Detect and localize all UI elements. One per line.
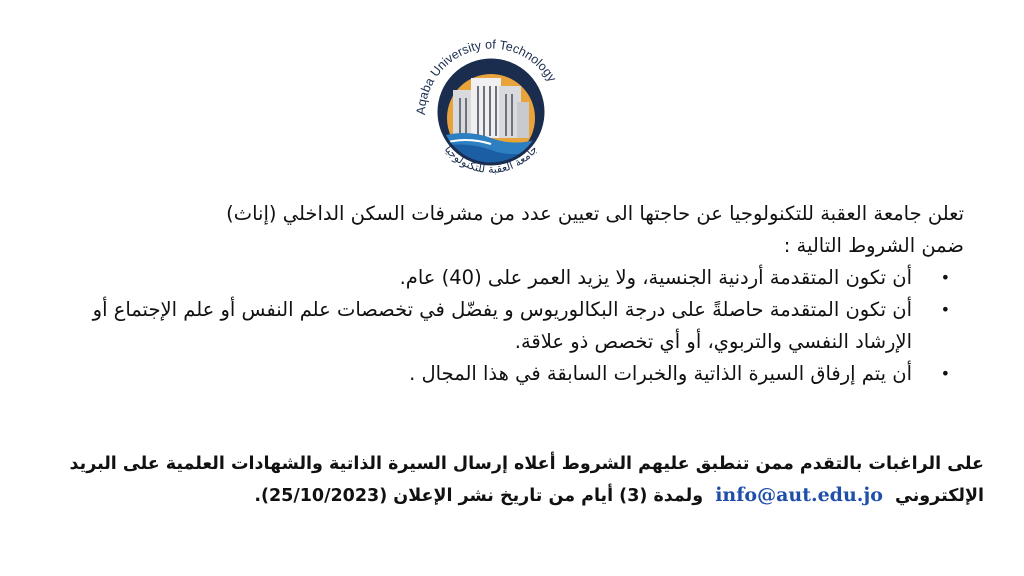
announcement-conditions-heading: ضمن الشروط التالية : [783, 234, 964, 257]
announcement-intro: تعلن جامعة العقبة للتكنولوجيا عن حاجتها الى تعيين عدد من مشرفات السكن الداخلي (إناث) [226, 202, 964, 225]
condition-cv [40, 358, 964, 390]
instructions-line-1: على الراغبات بالتقدم ممن تنطبق عليهم الشروط أعلاه إرسال السيرة الذاتية والشهادات العلمية على البريد [69, 454, 984, 474]
conditions-list [40, 262, 964, 390]
logo-emblem [395, 20, 585, 180]
bullet-icon: • [940, 364, 950, 383]
condition-text: أن تكون المتقدمة حاصلةً على درجة البكالوريوس و يفضّل في تخصصات علم النفس أو علم الإجتماع أو الإرشاد النفسي والتربوي، أو أي تخصص ذو علاقة. [92, 298, 912, 353]
email-prefix: الإلكتروني [895, 486, 984, 506]
logo-name-english: Aqaba University of Technology [413, 37, 560, 116]
deadline-text: ولمدة (3) أيام من تاريخ نشر الإعلان (25/10/2023). [254, 486, 704, 506]
bullet-icon: • [940, 268, 950, 287]
university-logo [395, 20, 585, 180]
bullet-icon: • [940, 300, 950, 319]
logo-name-arabic: جامعة العقبة للتكنولوجيا [441, 142, 541, 176]
condition-nationality-age [40, 262, 964, 294]
condition-degree [40, 294, 964, 358]
instructions-line-2 [40, 480, 984, 512]
announcement-body [40, 198, 964, 390]
condition-text: أن تكون المتقدمة أردنية الجنسية، ولا يزيد العمر على (40) عام. [399, 266, 912, 289]
application-instructions [40, 449, 984, 512]
condition-text: أن يتم إرفاق السيرة الذاتية والخبرات السابقة في هذا المجال . [409, 362, 912, 385]
email-link[interactable]: info@aut.edu.jo [715, 484, 883, 506]
